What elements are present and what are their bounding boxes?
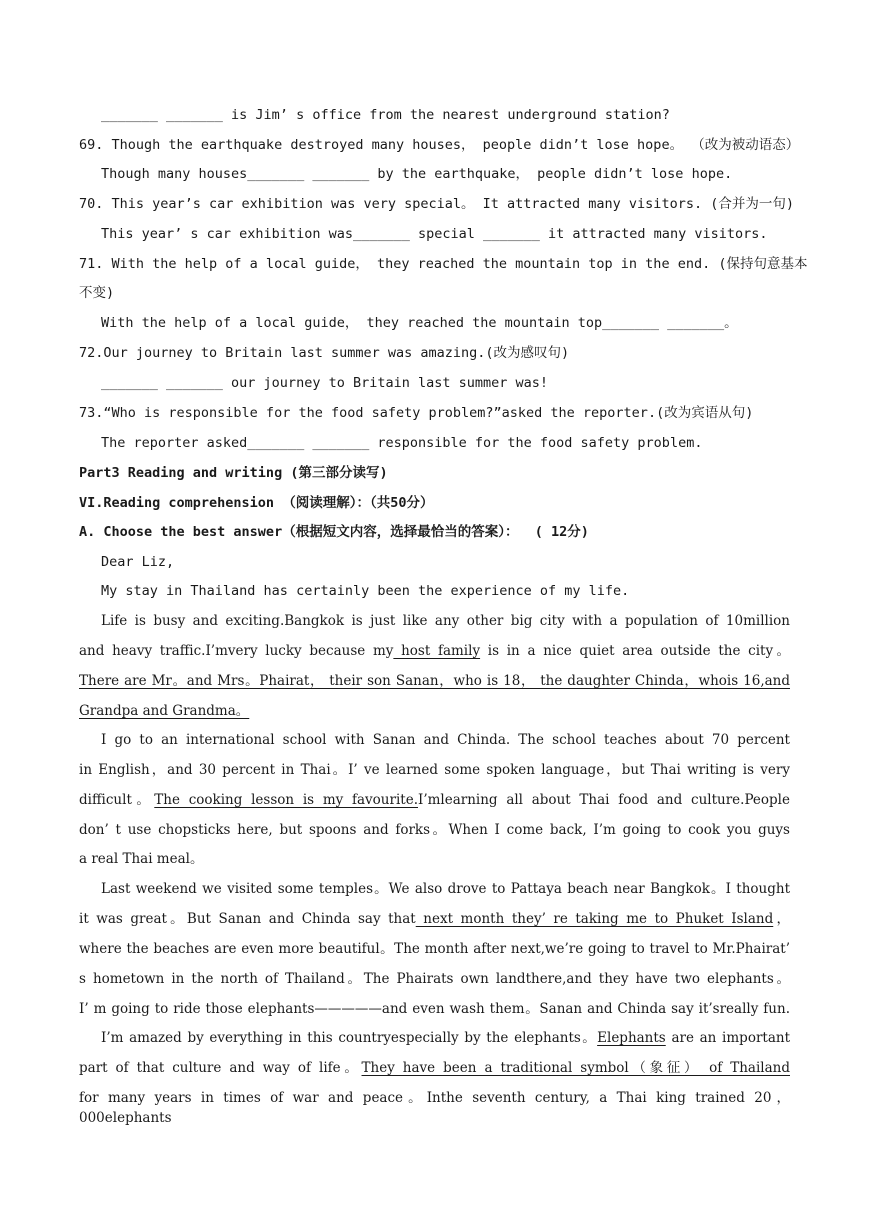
q69-prompt: 69. Though the earthquake destroyed many houses， people didn’t lose hope。 （改为被动语态） bbox=[79, 137, 800, 153]
p4-line2-text-b: ， bbox=[773, 911, 791, 927]
q72-prompt: 72.Our journey to Britain last summer was amazing.(改为感叹句) bbox=[79, 345, 570, 361]
letter-p3-line2: in English，and 30 percent in Thai。I’ ve learned some spoken language，but Thai writing is very bbox=[79, 762, 790, 778]
letter-p3-line4: don’ t use chopsticks here, but spoons and forks。When I come back, I’m going to cook you guys bbox=[79, 822, 790, 838]
p5-line2-text-a: part of that culture and way of life。 bbox=[79, 1060, 362, 1076]
letter-p5-line3: for many years in times of war and peace。Inthe seventh century, a Thai king trained 20，000elephants bbox=[79, 1090, 790, 1126]
family-members-underlined: There are Mr。and Mrs。Phairat， their son Sanan，who is 18， the daughter Chinda，whois 16,and bbox=[79, 673, 790, 689]
q69-answer-line: Though many houses_______ _______ by the earthquake， people didn’t lose hope. bbox=[101, 166, 733, 182]
part3-heading: Part3 Reading and writing (第三部分读写) bbox=[79, 465, 388, 481]
letter-salutation: Dear Liz, bbox=[101, 554, 175, 570]
p2-line2-text-b: is in a nice quiet area outside the city。 bbox=[480, 643, 790, 659]
p3-line3-text-a: difficult。 bbox=[79, 792, 155, 808]
q70-answer-line: This year’ s car exhibition was_______ special _______ it attracted many visitors. bbox=[101, 226, 768, 242]
letter-p4-line1: Last weekend we visited some temples。We also drove to Pattaya beach near Bangkok。I thought bbox=[101, 881, 790, 897]
letter-paragraph-1: My stay in Thailand has certainly been the experience of my life. bbox=[101, 583, 630, 599]
letter-p2-line4 bbox=[79, 701, 790, 721]
letter-p3-line5: a real Thai meal。 bbox=[79, 851, 204, 867]
host-family-underlined: host family bbox=[393, 643, 481, 659]
grandparents-underlined: Grandpa and Grandma。 bbox=[79, 703, 250, 719]
p5-line1-text-b: are an important bbox=[665, 1030, 790, 1046]
p2-line2-text-a: and heavy traffic.I’mvery lucky because my bbox=[79, 643, 394, 659]
traditional-symbol-underlined: They have been a traditional symbol（象征） of Thailand bbox=[361, 1060, 790, 1076]
q68-answer-line: _______ _______ is Jim’ s office from the nearest underground station? bbox=[101, 107, 670, 123]
letter-p4-line5: I’ m going to ride those elephants—————and even wash them。Sanan and Chinda say it’sreally fun. bbox=[79, 1001, 790, 1017]
letter-p4-line4: s hometown in the north of Thailand。The Phairats own landthere,and they have two elephants。 bbox=[79, 971, 790, 987]
letter-p3-line1: I go to an international school with Sanan and Chinda. The school teaches about 70 percent bbox=[101, 732, 790, 748]
q71-prompt-line1: 71. With the help of a local guide， they reached the mountain top in the end. (保持句意基本 bbox=[79, 256, 808, 272]
letter-p4-line3: where the beaches are even more beautiful。The month after next,we’re going to travel to Mr.Phairat’ bbox=[79, 941, 790, 957]
q71-answer-line: With the help of a local guide， they reached the mountain top_______ _______。 bbox=[101, 315, 738, 331]
elephants-underlined: Elephants bbox=[597, 1030, 666, 1046]
letter-p4-line2 bbox=[79, 909, 790, 929]
phuket-plan-underlined: next month they’ re taking me to Phuket Island bbox=[415, 911, 774, 927]
p3-line3-text-b: I’mlearning all about Thai food and culture.People bbox=[417, 792, 790, 808]
q70-prompt: 70. This year’s car exhibition was very special。 It attracted many visitors. (合并为一句) bbox=[79, 196, 794, 212]
cooking-lesson-underlined: The cooking lesson is my favourite. bbox=[154, 792, 418, 808]
q72-answer-line: _______ _______ our journey to Britain last summer was! bbox=[101, 375, 549, 391]
q71-prompt-line2: 不变) bbox=[79, 285, 115, 301]
letter-p2-line2 bbox=[79, 641, 790, 661]
section-vi-heading: VI.Reading comprehension （阅读理解）：（共50分） bbox=[79, 495, 434, 511]
letter-p2-line1: Life is busy and exciting.Bangkok is just like any other big city with a population of 10million bbox=[101, 613, 790, 629]
q73-prompt: 73.“Who is responsible for the food safety problem?”asked the reporter.(改为宾语从句) bbox=[79, 405, 754, 421]
q73-answer-line: The reporter asked_______ _______ responsible for the food safety problem. bbox=[101, 435, 703, 451]
section-a-heading: A. Choose the best answer（根据短文内容，选择最恰当的答案）： ( 12分) bbox=[79, 524, 589, 540]
p4-line2-text-a: it was great。But Sanan and Chinda say that bbox=[79, 911, 416, 927]
letter-p2-line3 bbox=[79, 671, 790, 691]
p5-line1-text-a: I’m amazed by everything in this countryespecially by the elephants。 bbox=[101, 1030, 598, 1046]
letter-p5-line2 bbox=[79, 1058, 790, 1078]
letter-p3-line3 bbox=[79, 790, 790, 810]
letter-p5-line1 bbox=[101, 1028, 790, 1048]
